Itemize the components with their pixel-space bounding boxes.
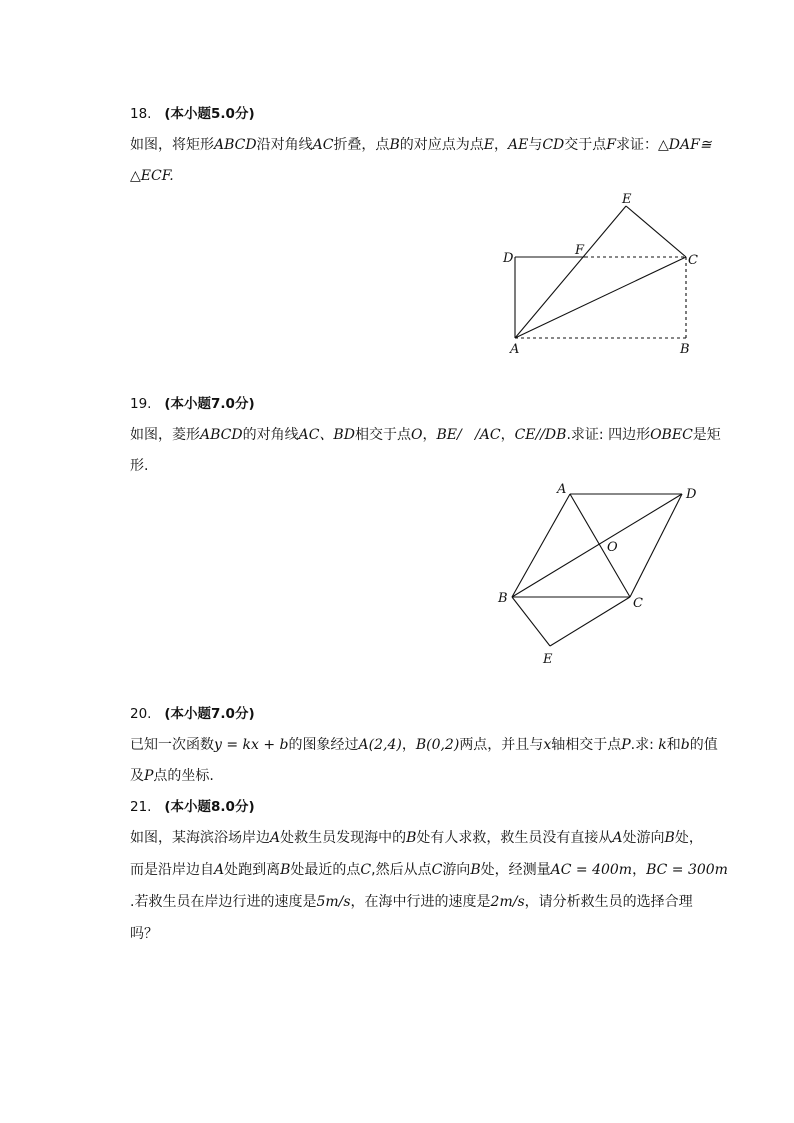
diagonal-AC — [515, 257, 686, 338]
q21-text-line2: 而是沿岸边自A处跑到离B处最近的点C,然后从点C游向B处，经测量AC = 400m，BC = 300m — [130, 862, 728, 878]
q21-text-line3: .若救生员在岸边行进的速度是5m/s，在海中行进的速度是2m/s，请分析救生员的选择合理 — [130, 894, 693, 910]
q20-text-line1: 已知一次函数y = kx + b的图象经过A(2,4)，B(0,2)两点，并且与x轴相交于点P.求: k和b的值 — [130, 737, 718, 753]
q18-figure — [490, 185, 710, 365]
q19-text-line2: 形. — [130, 458, 149, 474]
label-B: B — [498, 591, 508, 606]
q21-text-line4: 吗？ — [130, 926, 158, 942]
label-D: D — [686, 487, 697, 502]
q21-text-line1: 如图，某海滨浴场岸边A处救生员发现海中的B处有人求救，救生员没有直接从A处游向B处， — [130, 830, 703, 846]
q21-header — [130, 798, 255, 816]
edge-AB — [512, 494, 570, 597]
q18-points: (本小题5.0分) — [164, 106, 255, 122]
edge-EC — [626, 206, 686, 257]
label-O: O — [607, 540, 618, 555]
edge-EC — [550, 597, 630, 646]
q18-text-line2: △ECF. — [130, 168, 174, 184]
diagonal-AC — [570, 494, 630, 597]
label-A: A — [557, 482, 567, 497]
q19-number: 19. — [130, 396, 152, 412]
q20-header — [130, 705, 255, 723]
q19-header — [130, 395, 255, 413]
q20-points: (本小题7.0分) — [164, 706, 255, 722]
q18-header — [130, 105, 255, 123]
label-F: F — [575, 243, 585, 258]
q21-number: 21. — [130, 799, 152, 815]
label-E: E — [622, 192, 632, 207]
q19-text-line1: 如图，菱形ABCD的对角线AC、BD相交于点O，BE/ /AC，CE//DB.求证: 四边形OBEC是矩 — [130, 427, 721, 443]
q18-number: 18. — [130, 106, 152, 122]
q20-text-line2: 及P点的坐标. — [130, 768, 214, 784]
label-C: C — [688, 253, 698, 268]
label-A: A — [510, 342, 520, 357]
label-D: D — [503, 251, 514, 266]
q20-number: 20. — [130, 706, 152, 722]
edge-AE — [515, 206, 626, 338]
q19-figure — [490, 478, 710, 668]
edge-BE — [512, 597, 550, 646]
q21-points: (本小题8.0分) — [164, 799, 255, 815]
label-E: E — [543, 652, 553, 667]
label-C: C — [633, 596, 643, 611]
q18-text-line1: 如图，将矩形ABCD沿对角线AC折叠，点B的对应点为点E，AE与CD交于点F求证：△DAF≅ — [130, 137, 712, 153]
label-B: B — [680, 342, 690, 357]
q19-points: (本小题7.0分) — [164, 396, 255, 412]
